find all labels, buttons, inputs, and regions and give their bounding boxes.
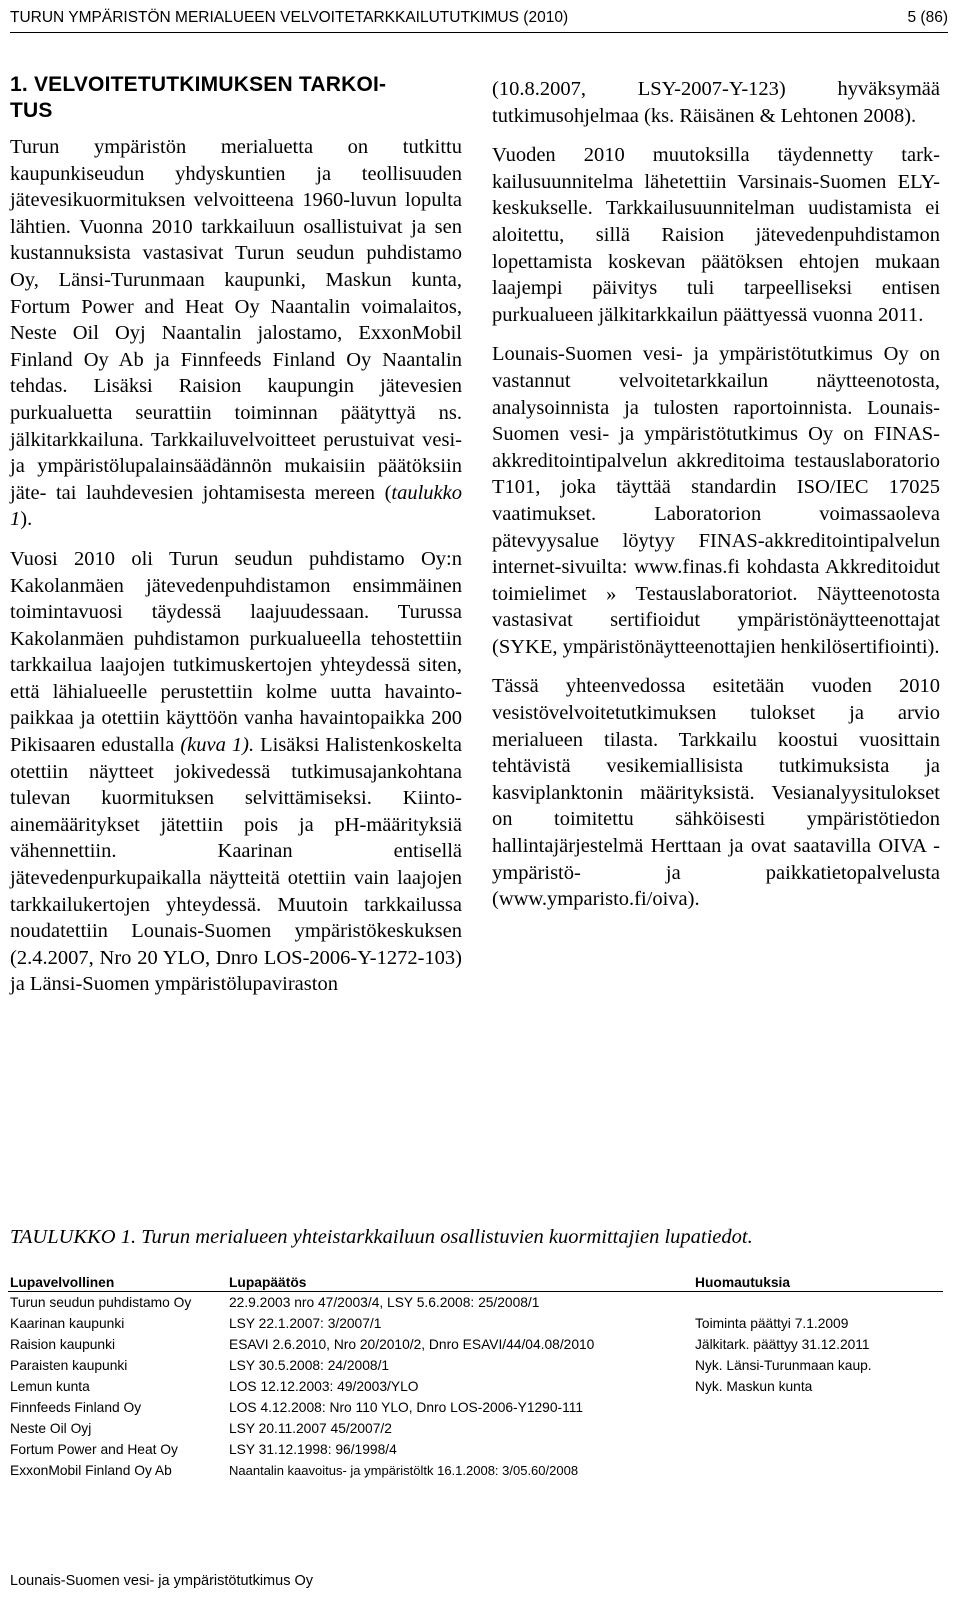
table-cell: 22.9.2003 nro 47/2003/4, LSY 5.6.2008: 25/2008/1 <box>229 1295 540 1310</box>
table-row <box>8 1292 943 1314</box>
table-cell: Finnfeeds Finland Oy <box>10 1400 142 1415</box>
permits-table <box>8 1272 943 1481</box>
paragraph: (10.8.2007, LSY-2007-Y-123) hyväksymää tutkimusohjelmaa (ks. Räisänen & Lehtonen 2008). <box>492 78 940 127</box>
paragraph-text-end: Lisäksi Halistenkoskelta otettiin näytteet jokivedessä tutkimusajankohtana tulevan kuormituksen selvittämiseksi. Kiintoainemääritykset jätettiin pois ja pH-määrityksiä vähennettiin. Kaarinan entisellä jätevedenpurkupaikalla näytteitä otettiin vain laajojen tarkkailukertojen yhteydessä. Muutoin tarkkailussa noudatettiin Lounais-Suomen ympäristökeskuksen (2.4.2007, Nro 20 YLO, Dnro LOS-2006-Y-1272-103) ja Länsi-Suomen ympäristölupaviraston <box>10 734 462 996</box>
report-title: TURUN YMPÄRISTÖN MERIALUEEN VELVOITETARKKAILUTUTKIMUS (2010) <box>10 9 569 26</box>
paragraph-text: Vuosi 2010 oli Turun seudun puhdistamo Oy:n Kakolanmäen jätevedenpuhdistamon ensimmäinen toimintavuosi täydessä laajuudessaan. Turussa Kakolanmäen puhdistamon purkualueella tehostettiin tarkkailua laajojen tutkimuskertojen yhteydessä siten, että lähialueelle perustettiin kolme uutta havaintopaikkaa ja otettiin käyttöön vanha havaintopaikka 200 Pikisaaren edustalla <box>10 547 462 757</box>
table-cell: Fortum Power and Heat Oy <box>10 1442 178 1457</box>
table-cell: Naantalin kaavoitus- ja ympäristöltk 16.1.2008: 3/05.60/2008 <box>229 1463 579 1478</box>
table-cell: Nyk. Maskun kunta <box>695 1379 813 1394</box>
table-cell: Paraisten kaupunki <box>10 1358 128 1373</box>
table-cell <box>693 1397 943 1418</box>
table-cell: LSY 20.11.2007 45/2007/2 <box>229 1421 392 1436</box>
table-header-row <box>8 1272 943 1292</box>
table-cell: Turun seudun puhdistamo Oy <box>10 1295 192 1310</box>
section-title-line1: 1. VELVOITETUTKIMUKSEN TARKOI- <box>10 73 387 96</box>
table-row <box>8 1334 943 1355</box>
column-header: Huomautuksia <box>693 1272 943 1292</box>
figure-reference: (kuva 1). <box>180 734 255 757</box>
table-cell: Jälkitark. päättyy 31.12.2011 <box>695 1337 870 1352</box>
table-row <box>8 1418 943 1439</box>
table-row <box>8 1376 943 1397</box>
table-cell: Kaarinan kaupunki <box>10 1316 125 1331</box>
page-total: (86) <box>920 9 948 26</box>
table-cell: Lemun kunta <box>10 1379 90 1394</box>
table-cell <box>693 1460 943 1481</box>
table-row <box>8 1355 943 1376</box>
page-header <box>10 4 948 33</box>
table-cell: LSY 30.5.2008: 24/2008/1 <box>229 1358 390 1373</box>
table-cell: Toiminta päättyi 7.1.2009 <box>695 1316 849 1331</box>
table-row <box>8 1439 943 1460</box>
paragraph-text-end: ). <box>20 508 33 531</box>
table-reference: taulukko 1 <box>10 481 462 531</box>
page-footer: Lounais-Suomen vesi- ja ympäristötutkimus Oy <box>10 1573 314 1589</box>
left-column <box>10 72 462 1011</box>
table-cell: Nyk. Länsi-Turunmaan kaup. <box>695 1358 872 1373</box>
paragraph: Vuoden 2010 muutoksilla täydennetty tarkkailusuunnitelma lähetettiin Varsinais-Suomen ELY-keskukselle. Tarkkailusuunnitelman uudistamista ei aloitettu, sillä Raision jätevedenpuhdistamon lopettamista koskevan päätöksen ehtojen mukaan laajempi päivitys tuli tarpeelliseksi entisen purkualueen jälkitarkkailun päättyessä vuonna 2011. <box>492 144 940 326</box>
paragraph <box>10 546 462 998</box>
table-cell: Neste Oil Oyj <box>10 1421 92 1436</box>
table-cell <box>693 1292 943 1314</box>
table-cell: LSY 31.12.1998: 96/1998/4 <box>229 1442 397 1457</box>
section-title <box>10 72 462 124</box>
table-row <box>8 1313 943 1334</box>
table-row <box>8 1460 943 1481</box>
table-cell: Raision kaupunki <box>10 1337 116 1352</box>
table-cell: ExxonMobil Finland Oy Ab <box>10 1463 172 1478</box>
table-cell: ESAVI 2.6.2010, Nro 20/2010/2, Dnro ESAVI/44/04.08/2010 <box>229 1337 595 1352</box>
column-header: Lupavelvollinen <box>8 1272 227 1292</box>
table-cell <box>693 1439 943 1460</box>
table-cell: LSY 22.1.2007: 3/2007/1 <box>229 1316 382 1331</box>
right-column <box>492 76 940 926</box>
table-caption: TAULUKKO 1. Turun merialueen yhteistarkkailuun osallistuvien kuormittajien lupatiedot. <box>10 1226 753 1248</box>
paragraph-text: Turun ympäristön merialuetta on tutkittu kaupunkiseudun yhdyskuntien ja teollisuuden jätevesikuormituksen velvoitteena 1960-luvun lopulta lähtien. Vuonna 2010 tarkkailuun osallistuivat ja sen kustannuksista vastasivat Turun seudun puhdistamo Oy, Länsi-Turunmaan kaupunki, Maskun kunta, Fortum Power and Heat Oy Naantalin voimalaitos, Neste Oil Oyj Naantalin jalostamo, ExxonMobil Finland Oy Ab ja Finnfeeds Finland Oy Naantalin tehdas. Lisäksi Raision kaupungin jätevesien purkualuetta seurattiin toiminnan päätyttyä ns. jälkitarkkailuna. Tarkkailuvelvoitteet perustuivat vesi- ja ympäristölupalainsäädännön mukaisiin päätöksiin jäte- tai lauhdevesien johtamisesta mereen ( <box>10 136 462 504</box>
paragraph: Tässä yhteenvedossa esitetään vuoden 2010 vesistövelvoitetutkimuksen tulokset ja arvio merialueen tilasta. Tarkkailu koostui vuosittain tehtävistä vesikemiallisista tutkimuksista ja kasviplanktonin määrityksistä. Vesianalyysitulokset on toimitettu sähköisesti ympäristötiedon hallintajärjestelmä Herttaan ja ovat saatavilla OIVA -ympäristö- ja paikkatietopalvelusta (www.ymparisto.fi/oiva). <box>492 675 940 911</box>
table-row <box>8 1397 943 1418</box>
paragraph <box>10 134 462 533</box>
table-cell: LOS 12.12.2003: 49/2003/YLO <box>229 1379 419 1394</box>
column-header: Lupapäätös <box>227 1272 693 1292</box>
page-number <box>907 9 948 27</box>
page-current: 5 <box>907 9 917 26</box>
table-cell <box>693 1418 943 1439</box>
paragraph: Lounais-Suomen vesi- ja ympäristötutkimus Oy on vastannut velvoitetarkkailun näytteenotosta, analysoinnista ja tulosten raportoinnista. Lounais-Suomen vesi- ja ympäristötutkimus Oy on FINAS-akkreditointipalvelun akkreditoima testauslaboratorio T101, joka täyttää standardin ISO/IEC 17025 vaatimukset. Laboratorion voimassaoleva pätevyysalue löytyy FINAS-akkreditointipalvelun internet-sivuilta: www.finas.fi kohdasta Akkreditoidut toimielimet » Testauslaboratoriot. Näytteenotosta vastasivat sertifioidut ympäristönäytteenottajat (SYKE, ympäristönäytteenottajien henkilösertifiointi). <box>492 343 940 658</box>
table-cell: LOS 4.12.2008: Nro 110 YLO, Dnro LOS-2006-Y1290-111 <box>229 1400 584 1415</box>
section-title-line2: TUS <box>10 99 53 122</box>
